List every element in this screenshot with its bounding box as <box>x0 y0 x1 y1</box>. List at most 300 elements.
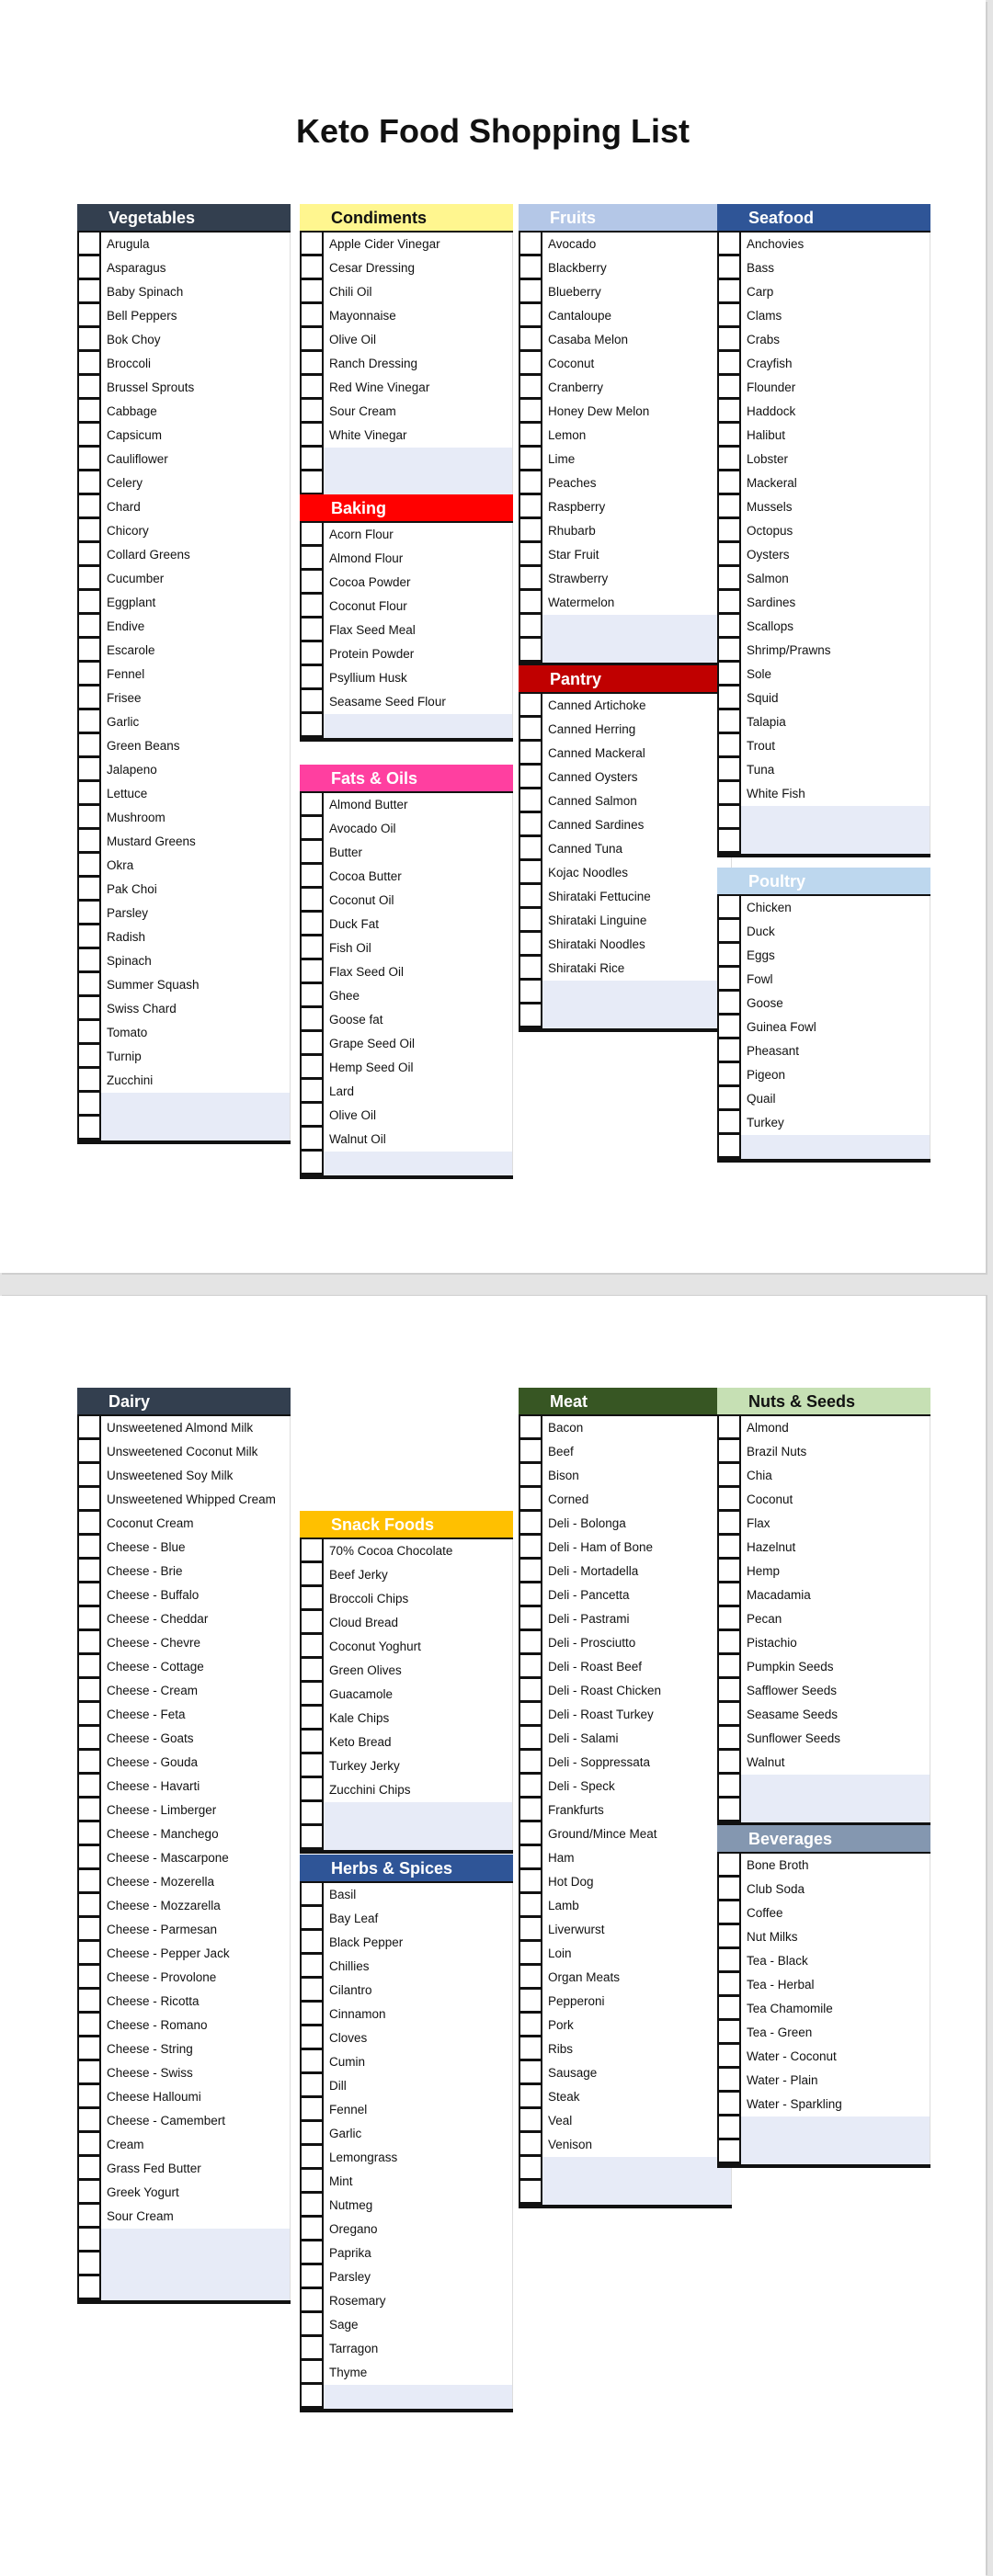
checkbox[interactable] <box>717 2069 741 2093</box>
checkbox[interactable] <box>717 280 741 304</box>
checkbox[interactable] <box>300 889 324 913</box>
checkbox[interactable] <box>717 1063 741 1087</box>
blank-entry-field[interactable] <box>542 2181 732 2205</box>
checkbox[interactable] <box>77 1045 101 1069</box>
checkbox[interactable] <box>519 1440 542 1464</box>
checkbox[interactable] <box>717 1925 741 1949</box>
checkbox[interactable] <box>717 256 741 280</box>
checkbox[interactable] <box>519 591 542 615</box>
checkbox[interactable] <box>519 2181 542 2205</box>
checkbox[interactable] <box>77 280 101 304</box>
checkbox[interactable] <box>519 1822 542 1846</box>
checkbox[interactable] <box>300 1539 324 1563</box>
checkbox[interactable] <box>77 2157 101 2181</box>
blank-entry-field[interactable] <box>741 1135 930 1159</box>
checkbox[interactable] <box>77 495 101 519</box>
checkbox[interactable] <box>300 280 324 304</box>
checkbox[interactable] <box>77 687 101 710</box>
checkbox[interactable] <box>77 973 101 997</box>
checkbox[interactable] <box>519 1655 542 1679</box>
checkbox[interactable] <box>717 1973 741 1997</box>
checkbox[interactable] <box>300 960 324 984</box>
checkbox[interactable] <box>519 1846 542 1870</box>
checkbox[interactable] <box>717 1039 741 1063</box>
checkbox[interactable] <box>300 1611 324 1635</box>
checkbox[interactable] <box>300 618 324 642</box>
checkbox[interactable] <box>77 854 101 878</box>
checkbox[interactable] <box>77 376 101 400</box>
checkbox[interactable] <box>519 1775 542 1799</box>
checkbox[interactable] <box>300 2265 324 2289</box>
checkbox[interactable] <box>519 400 542 424</box>
checkbox[interactable] <box>519 304 542 328</box>
checkbox[interactable] <box>77 1822 101 1846</box>
checkbox[interactable] <box>77 2205 101 2229</box>
checkbox[interactable] <box>77 1631 101 1655</box>
checkbox[interactable] <box>300 595 324 618</box>
checkbox[interactable] <box>300 2361 324 2385</box>
checkbox[interactable] <box>519 1966 542 1990</box>
checkbox[interactable] <box>519 2061 542 2085</box>
checkbox[interactable] <box>300 642 324 666</box>
checkbox[interactable] <box>300 2122 324 2146</box>
checkbox[interactable] <box>717 758 741 782</box>
checkbox[interactable] <box>300 471 324 495</box>
checkbox[interactable] <box>519 718 542 742</box>
checkbox[interactable] <box>77 710 101 734</box>
checkbox[interactable] <box>77 1464 101 1488</box>
checkbox[interactable] <box>519 328 542 352</box>
checkbox[interactable] <box>77 1560 101 1583</box>
checkbox[interactable] <box>519 766 542 789</box>
checkbox[interactable] <box>300 352 324 376</box>
checkbox[interactable] <box>519 448 542 471</box>
blank-entry-field[interactable] <box>324 448 513 471</box>
checkbox[interactable] <box>77 806 101 830</box>
checkbox[interactable] <box>300 523 324 547</box>
checkbox[interactable] <box>717 830 741 854</box>
checkbox[interactable] <box>300 1683 324 1707</box>
blank-entry-field[interactable] <box>542 981 732 1004</box>
checkbox[interactable] <box>519 909 542 933</box>
checkbox[interactable] <box>77 758 101 782</box>
checkbox[interactable] <box>717 1703 741 1727</box>
checkbox[interactable] <box>717 2045 741 2069</box>
checkbox[interactable] <box>717 1440 741 1464</box>
checkbox[interactable] <box>300 2241 324 2265</box>
checkbox[interactable] <box>77 1942 101 1966</box>
checkbox[interactable] <box>300 1826 324 1850</box>
checkbox[interactable] <box>77 2085 101 2109</box>
checkbox[interactable] <box>77 1117 101 1140</box>
checkbox[interactable] <box>717 519 741 543</box>
checkbox[interactable] <box>519 519 542 543</box>
checkbox[interactable] <box>300 328 324 352</box>
checkbox[interactable] <box>519 1464 542 1488</box>
checkbox[interactable] <box>717 920 741 944</box>
checkbox[interactable] <box>77 902 101 925</box>
checkbox[interactable] <box>519 495 542 519</box>
checkbox[interactable] <box>717 710 741 734</box>
checkbox[interactable] <box>77 663 101 687</box>
checkbox[interactable] <box>519 639 542 663</box>
checkbox[interactable] <box>519 615 542 639</box>
checkbox[interactable] <box>519 256 542 280</box>
checkbox[interactable] <box>300 448 324 471</box>
checkbox[interactable] <box>77 328 101 352</box>
blank-entry-field[interactable] <box>741 830 930 854</box>
checkbox[interactable] <box>300 2337 324 2361</box>
checkbox[interactable] <box>77 2037 101 2061</box>
checkbox[interactable] <box>300 2146 324 2170</box>
checkbox[interactable] <box>519 933 542 957</box>
checkbox[interactable] <box>300 1883 324 1907</box>
checkbox[interactable] <box>519 2014 542 2037</box>
checkbox[interactable] <box>717 1560 741 1583</box>
checkbox[interactable] <box>519 2037 542 2061</box>
checkbox[interactable] <box>717 591 741 615</box>
checkbox[interactable] <box>77 949 101 973</box>
checkbox[interactable] <box>300 1778 324 1802</box>
checkbox[interactable] <box>77 1021 101 1045</box>
checkbox[interactable] <box>519 1679 542 1703</box>
checkbox[interactable] <box>717 1607 741 1631</box>
blank-entry-field[interactable] <box>542 615 732 639</box>
checkbox[interactable] <box>519 1631 542 1655</box>
checkbox[interactable] <box>717 1512 741 1536</box>
checkbox[interactable] <box>300 1104 324 1128</box>
checkbox[interactable] <box>717 1631 741 1655</box>
checkbox[interactable] <box>77 1416 101 1440</box>
checkbox[interactable] <box>300 793 324 817</box>
checkbox[interactable] <box>519 694 542 718</box>
checkbox[interactable] <box>300 1635 324 1659</box>
blank-entry-field[interactable] <box>101 2253 291 2276</box>
checkbox[interactable] <box>717 495 741 519</box>
checkbox[interactable] <box>300 1032 324 1056</box>
checkbox[interactable] <box>300 1931 324 1955</box>
checkbox[interactable] <box>717 1583 741 1607</box>
checkbox[interactable] <box>519 567 542 591</box>
checkbox[interactable] <box>300 233 324 256</box>
checkbox[interactable] <box>77 2276 101 2300</box>
checkbox[interactable] <box>519 1536 542 1560</box>
checkbox[interactable] <box>77 1583 101 1607</box>
checkbox[interactable] <box>77 2253 101 2276</box>
checkbox[interactable] <box>717 471 741 495</box>
checkbox[interactable] <box>519 2085 542 2109</box>
checkbox[interactable] <box>519 376 542 400</box>
checkbox[interactable] <box>300 1080 324 1104</box>
checkbox[interactable] <box>300 1955 324 1979</box>
checkbox[interactable] <box>717 424 741 448</box>
checkbox[interactable] <box>717 896 741 920</box>
checkbox[interactable] <box>77 2109 101 2133</box>
checkbox[interactable] <box>77 424 101 448</box>
checkbox[interactable] <box>717 1878 741 1901</box>
checkbox[interactable] <box>77 639 101 663</box>
checkbox[interactable] <box>77 1093 101 1117</box>
checkbox[interactable] <box>300 1754 324 1778</box>
checkbox[interactable] <box>717 1949 741 1973</box>
checkbox[interactable] <box>300 547 324 571</box>
checkbox[interactable] <box>717 1679 741 1703</box>
checkbox[interactable] <box>300 2385 324 2409</box>
checkbox[interactable] <box>300 666 324 690</box>
checkbox[interactable] <box>77 2229 101 2253</box>
checkbox[interactable] <box>717 1135 741 1159</box>
checkbox[interactable] <box>77 1990 101 2014</box>
checkbox[interactable] <box>300 2170 324 2194</box>
checkbox[interactable] <box>519 233 542 256</box>
checkbox[interactable] <box>77 1655 101 1679</box>
checkbox[interactable] <box>300 2050 324 2074</box>
checkbox[interactable] <box>300 2026 324 2050</box>
blank-entry-field[interactable] <box>741 806 930 830</box>
checkbox[interactable] <box>300 1659 324 1683</box>
checkbox[interactable] <box>519 1918 542 1942</box>
checkbox[interactable] <box>717 1799 741 1822</box>
checkbox[interactable] <box>300 1731 324 1754</box>
checkbox[interactable] <box>519 1512 542 1536</box>
checkbox[interactable] <box>717 1655 741 1679</box>
checkbox[interactable] <box>717 1087 741 1111</box>
checkbox[interactable] <box>717 2093 741 2116</box>
checkbox[interactable] <box>77 1512 101 1536</box>
checkbox[interactable] <box>519 1727 542 1751</box>
checkbox[interactable] <box>300 714 324 738</box>
blank-entry-field[interactable] <box>324 2385 513 2409</box>
checkbox[interactable] <box>717 448 741 471</box>
checkbox[interactable] <box>77 2133 101 2157</box>
checkbox[interactable] <box>519 1870 542 1894</box>
checkbox[interactable] <box>300 376 324 400</box>
checkbox[interactable] <box>519 2133 542 2157</box>
checkbox[interactable] <box>77 591 101 615</box>
checkbox[interactable] <box>519 1488 542 1512</box>
checkbox[interactable] <box>77 1846 101 1870</box>
checkbox[interactable] <box>77 519 101 543</box>
checkbox[interactable] <box>717 1111 741 1135</box>
checkbox[interactable] <box>77 1607 101 1631</box>
blank-entry-field[interactable] <box>324 1826 513 1850</box>
checkbox[interactable] <box>300 1707 324 1731</box>
checkbox[interactable] <box>717 806 741 830</box>
checkbox[interactable] <box>519 1583 542 1607</box>
checkbox[interactable] <box>300 984 324 1008</box>
blank-entry-field[interactable] <box>324 714 513 738</box>
blank-entry-field[interactable] <box>741 1799 930 1822</box>
checkbox[interactable] <box>300 936 324 960</box>
checkbox[interactable] <box>717 1016 741 1039</box>
checkbox[interactable] <box>300 1587 324 1611</box>
checkbox[interactable] <box>717 734 741 758</box>
checkbox[interactable] <box>519 885 542 909</box>
checkbox[interactable] <box>77 543 101 567</box>
blank-entry-field[interactable] <box>542 1004 732 1028</box>
checkbox[interactable] <box>519 742 542 766</box>
checkbox[interactable] <box>519 1703 542 1727</box>
checkbox[interactable] <box>717 687 741 710</box>
checkbox[interactable] <box>519 813 542 837</box>
checkbox[interactable] <box>77 1966 101 1990</box>
checkbox[interactable] <box>519 2157 542 2181</box>
checkbox[interactable] <box>717 328 741 352</box>
checkbox[interactable] <box>717 352 741 376</box>
checkbox[interactable] <box>77 1799 101 1822</box>
checkbox[interactable] <box>519 1799 542 1822</box>
checkbox[interactable] <box>717 376 741 400</box>
checkbox[interactable] <box>717 1997 741 2021</box>
checkbox[interactable] <box>519 1942 542 1966</box>
checkbox[interactable] <box>717 233 741 256</box>
checkbox[interactable] <box>300 865 324 889</box>
checkbox[interactable] <box>717 639 741 663</box>
checkbox[interactable] <box>717 1536 741 1560</box>
checkbox[interactable] <box>717 304 741 328</box>
checkbox[interactable] <box>77 471 101 495</box>
checkbox[interactable] <box>77 448 101 471</box>
checkbox[interactable] <box>300 690 324 714</box>
blank-entry-field[interactable] <box>324 471 513 495</box>
checkbox[interactable] <box>300 1563 324 1587</box>
checkbox[interactable] <box>77 830 101 854</box>
checkbox[interactable] <box>300 2289 324 2313</box>
checkbox[interactable] <box>300 2194 324 2218</box>
checkbox[interactable] <box>519 861 542 885</box>
checkbox[interactable] <box>77 925 101 949</box>
checkbox[interactable] <box>77 1703 101 1727</box>
checkbox[interactable] <box>717 1775 741 1799</box>
checkbox[interactable] <box>300 2003 324 2026</box>
checkbox[interactable] <box>717 615 741 639</box>
checkbox[interactable] <box>300 1979 324 2003</box>
checkbox[interactable] <box>717 663 741 687</box>
checkbox[interactable] <box>77 734 101 758</box>
checkbox[interactable] <box>717 1464 741 1488</box>
checkbox[interactable] <box>300 1802 324 1826</box>
checkbox[interactable] <box>300 817 324 841</box>
checkbox[interactable] <box>77 1894 101 1918</box>
checkbox[interactable] <box>77 304 101 328</box>
checkbox[interactable] <box>300 1056 324 1080</box>
checkbox[interactable] <box>77 567 101 591</box>
checkbox[interactable] <box>300 256 324 280</box>
checkbox[interactable] <box>300 400 324 424</box>
checkbox[interactable] <box>300 2313 324 2337</box>
checkbox[interactable] <box>77 400 101 424</box>
checkbox[interactable] <box>717 1416 741 1440</box>
checkbox[interactable] <box>77 997 101 1021</box>
blank-entry-field[interactable] <box>324 1802 513 1826</box>
checkbox[interactable] <box>77 2014 101 2037</box>
checkbox[interactable] <box>519 471 542 495</box>
checkbox[interactable] <box>77 1679 101 1703</box>
checkbox[interactable] <box>717 944 741 968</box>
blank-entry-field[interactable] <box>101 2276 291 2300</box>
checkbox[interactable] <box>519 424 542 448</box>
blank-entry-field[interactable] <box>324 1152 513 1175</box>
checkbox[interactable] <box>519 1751 542 1775</box>
checkbox[interactable] <box>717 782 741 806</box>
checkbox[interactable] <box>300 913 324 936</box>
blank-entry-field[interactable] <box>542 639 732 663</box>
blank-entry-field[interactable] <box>542 2157 732 2181</box>
checkbox[interactable] <box>300 2098 324 2122</box>
checkbox[interactable] <box>300 571 324 595</box>
checkbox[interactable] <box>519 837 542 861</box>
blank-entry-field[interactable] <box>741 2116 930 2140</box>
checkbox[interactable] <box>519 789 542 813</box>
checkbox[interactable] <box>77 2181 101 2205</box>
checkbox[interactable] <box>300 1008 324 1032</box>
checkbox[interactable] <box>519 1894 542 1918</box>
checkbox[interactable] <box>77 1440 101 1464</box>
checkbox[interactable] <box>717 2021 741 2045</box>
checkbox[interactable] <box>717 1901 741 1925</box>
checkbox[interactable] <box>300 1128 324 1152</box>
checkbox[interactable] <box>77 256 101 280</box>
checkbox[interactable] <box>519 981 542 1004</box>
checkbox[interactable] <box>300 304 324 328</box>
blank-entry-field[interactable] <box>741 1775 930 1799</box>
checkbox[interactable] <box>77 782 101 806</box>
checkbox[interactable] <box>519 957 542 981</box>
checkbox[interactable] <box>77 1870 101 1894</box>
checkbox[interactable] <box>300 2218 324 2241</box>
checkbox[interactable] <box>717 1488 741 1512</box>
checkbox[interactable] <box>300 1907 324 1931</box>
blank-entry-field[interactable] <box>101 2229 291 2253</box>
checkbox[interactable] <box>77 2061 101 2085</box>
checkbox[interactable] <box>519 543 542 567</box>
blank-entry-field[interactable] <box>741 2140 930 2164</box>
checkbox[interactable] <box>519 1990 542 2014</box>
checkbox[interactable] <box>717 968 741 992</box>
checkbox[interactable] <box>519 2109 542 2133</box>
checkbox[interactable] <box>717 1854 741 1878</box>
checkbox[interactable] <box>519 1416 542 1440</box>
blank-entry-field[interactable] <box>101 1093 291 1117</box>
checkbox[interactable] <box>77 1775 101 1799</box>
checkbox[interactable] <box>77 1536 101 1560</box>
checkbox[interactable] <box>77 878 101 902</box>
checkbox[interactable] <box>77 352 101 376</box>
checkbox[interactable] <box>519 1560 542 1583</box>
checkbox[interactable] <box>519 280 542 304</box>
checkbox[interactable] <box>717 1751 741 1775</box>
blank-entry-field[interactable] <box>101 1117 291 1140</box>
checkbox[interactable] <box>717 543 741 567</box>
checkbox[interactable] <box>77 1488 101 1512</box>
checkbox[interactable] <box>77 1751 101 1775</box>
checkbox[interactable] <box>717 1727 741 1751</box>
checkbox[interactable] <box>300 2074 324 2098</box>
checkbox[interactable] <box>717 2140 741 2164</box>
checkbox[interactable] <box>717 2116 741 2140</box>
checkbox[interactable] <box>77 233 101 256</box>
checkbox[interactable] <box>77 1069 101 1093</box>
checkbox[interactable] <box>717 992 741 1016</box>
checkbox[interactable] <box>519 1607 542 1631</box>
checkbox[interactable] <box>519 352 542 376</box>
checkbox[interactable] <box>77 1727 101 1751</box>
checkbox[interactable] <box>300 841 324 865</box>
checkbox[interactable] <box>77 1918 101 1942</box>
checkbox[interactable] <box>519 1004 542 1028</box>
checkbox[interactable] <box>300 424 324 448</box>
checkbox[interactable] <box>717 400 741 424</box>
